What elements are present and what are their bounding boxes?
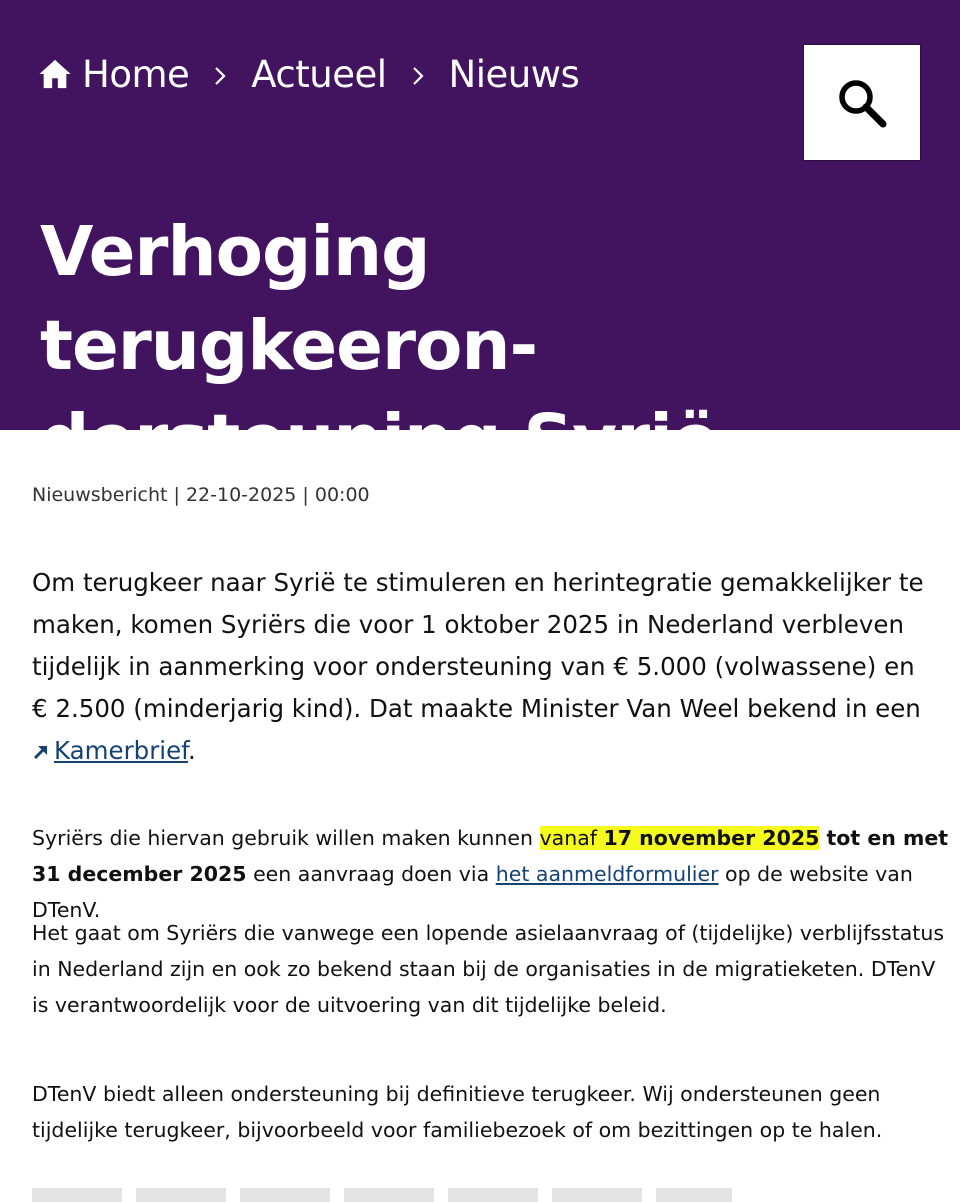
- highlight-vanaf: vanaf: [539, 826, 604, 850]
- breadcrumb-nieuws[interactable]: Nieuws: [448, 52, 580, 96]
- paragraph-registration: [32, 820, 952, 928]
- aanmeldformulier-link[interactable]: het aanmeldformulier: [495, 862, 719, 886]
- page-header: [0, 0, 960, 480]
- article-time: 00:00: [314, 484, 370, 506]
- meta-separator: |: [302, 484, 315, 506]
- article-lead: [32, 562, 932, 772]
- external-link-icon: [32, 743, 50, 761]
- p1-bold-end-date: tot en met 31 december 2025: [32, 826, 949, 886]
- home-icon: [38, 57, 72, 91]
- article-type: Nieuwsbericht: [32, 484, 168, 506]
- breadcrumb-home[interactable]: [38, 53, 189, 96]
- lead-text: Om terugkeer naar Syrië te stimuleren en herintegratie gemakkelijker te maken, komen Syriërs die voor 1 oktober 2025 in Nederland verbleven tijdelijk in aanmerking voor ondersteuning van € 5.000 (volwassene) en € 2.500 (minderjarig kind). Dat maakte Minister Van Weel bekend in een: [32, 568, 924, 723]
- chevron-right-icon: [189, 53, 251, 96]
- page-title: Verhoging terugkeeron-dersteuning Syrië: [40, 212, 718, 480]
- breadcrumb: [38, 50, 579, 98]
- p1-text-mid: een aanvraag doen via: [246, 862, 496, 886]
- kamerbrief-link[interactable]: Kamerbrief: [54, 736, 189, 765]
- meta-separator: |: [173, 484, 186, 506]
- p1-text-end: op de website van DTenV.: [32, 862, 913, 922]
- breadcrumb-actueel[interactable]: Actueel: [251, 52, 387, 96]
- highlight-date: 17 november 2025: [603, 826, 820, 850]
- search-button[interactable]: [803, 44, 921, 161]
- breadcrumb-home-label: Home: [82, 52, 190, 96]
- paragraph-definitive-return: DTenV biedt alleen ondersteuning bij definitieve terugkeer. Wij ondersteunen geen tijdelijke terugkeer, bijvoorbeeld voor familiebezoek of om bezittingen op te halen.: [32, 1082, 883, 1142]
- p1-text-start: Syriërs die hiervan gebruik willen maken kunnen: [32, 826, 540, 850]
- search-icon: [835, 76, 889, 130]
- article-date: 22-10-2025: [185, 484, 297, 506]
- article-meta: [32, 484, 370, 506]
- chevron-right-icon: [387, 53, 449, 96]
- paragraph-target-group: Het gaat om Syriërs die vanwege een lopende asielaanvraag of (tijdelijke) verblijfsstatus in Nederland zijn en ook zo bekend staan bij de organisaties in de migratieketen. DTenV is verantwoordelijk voor de uitvoering van dit tijdelijke beleid.: [32, 921, 944, 1017]
- lead-end: .: [188, 736, 196, 765]
